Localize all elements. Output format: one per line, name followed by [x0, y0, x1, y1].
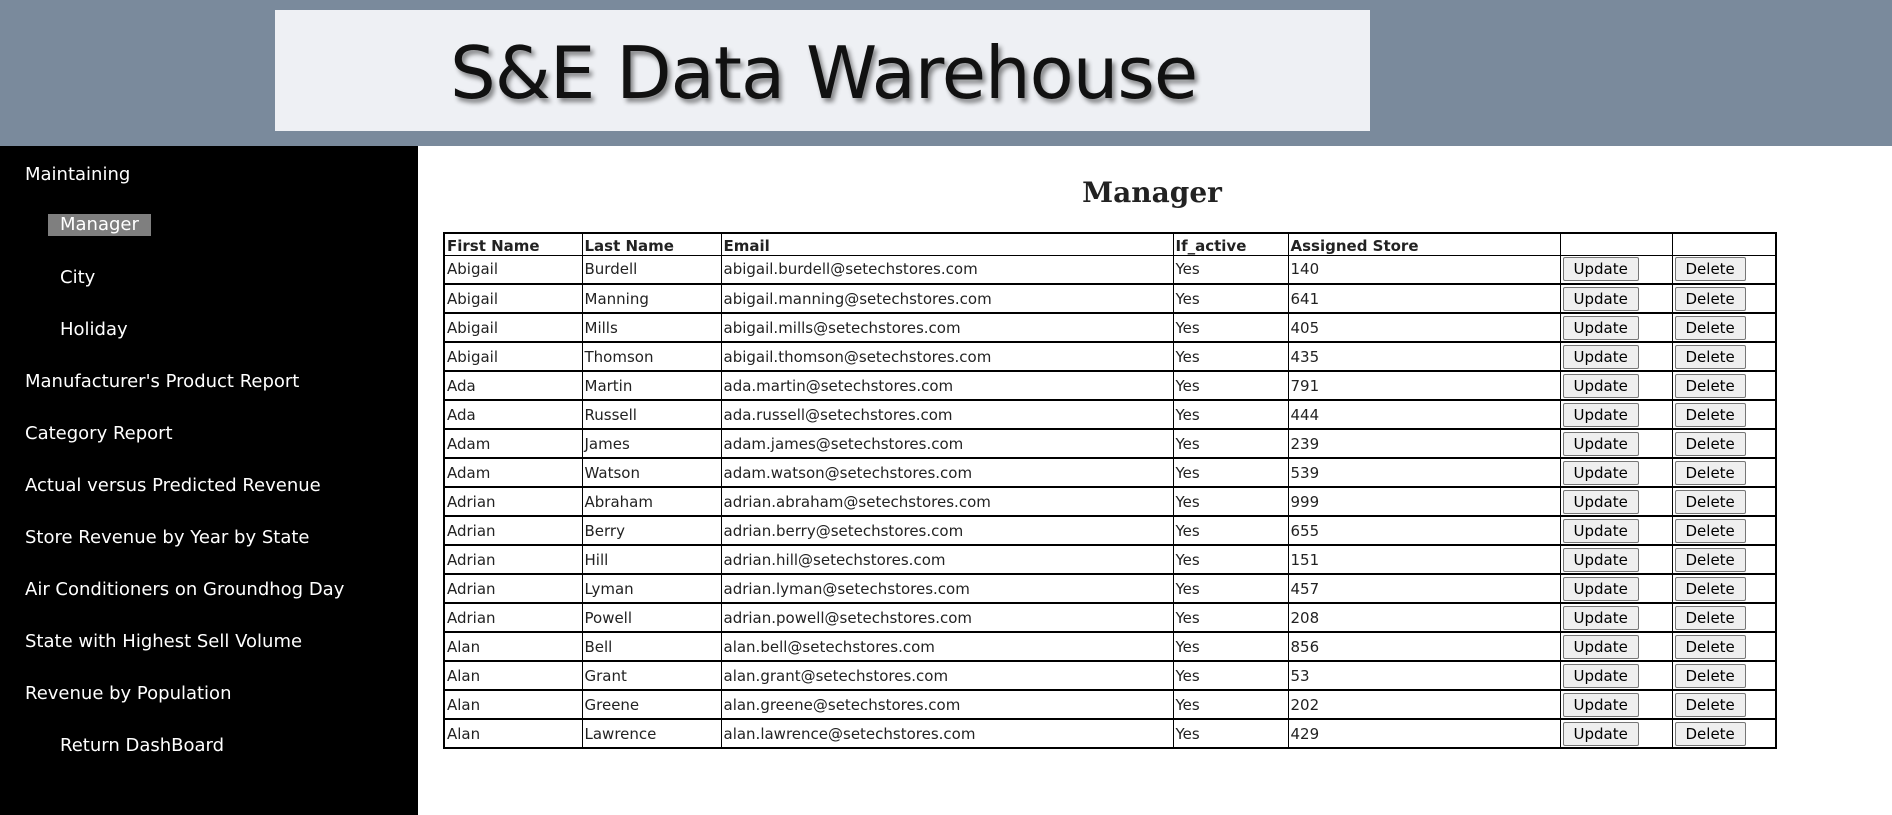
update-button[interactable]: Update [1563, 519, 1639, 543]
email-cell: adrian.hill@setechstores.com [721, 545, 1173, 574]
assigned-store-cell: 429 [1288, 719, 1560, 748]
update-cell [1560, 284, 1672, 313]
delete-cell [1672, 313, 1776, 342]
table-row [444, 690, 1776, 719]
update-button[interactable]: Update [1563, 577, 1639, 601]
assigned-store-cell: 208 [1288, 603, 1560, 632]
update-cell [1560, 574, 1672, 603]
update-cell [1560, 429, 1672, 458]
update-cell [1560, 690, 1672, 719]
table-row [444, 487, 1776, 516]
email-cell: alan.lawrence@setechstores.com [721, 719, 1173, 748]
if-active-cell: Yes [1173, 487, 1288, 516]
delete-cell [1672, 255, 1776, 284]
email-cell: abigail.burdell@setechstores.com [721, 255, 1173, 284]
manager-table [443, 232, 1777, 749]
assigned-store-cell: 655 [1288, 516, 1560, 545]
delete-button[interactable]: Delete [1675, 664, 1746, 688]
banner [275, 10, 1370, 131]
sidebar-item-actual-versus-predicted-revenue[interactable]: Actual versus Predicted Revenue [25, 475, 321, 496]
first-name-cell: Adrian [444, 487, 582, 516]
delete-button[interactable]: Delete [1675, 693, 1746, 717]
sidebar [0, 146, 418, 815]
update-cell [1560, 487, 1672, 516]
if-active-cell: Yes [1173, 400, 1288, 429]
column-header-action-5 [1560, 233, 1672, 255]
delete-button[interactable]: Delete [1675, 287, 1746, 311]
assigned-store-cell: 791 [1288, 371, 1560, 400]
assigned-store-cell: 405 [1288, 313, 1560, 342]
column-header-if-active: If_active [1173, 233, 1288, 255]
table-row [444, 255, 1776, 284]
update-cell [1560, 342, 1672, 371]
column-header-assigned-store: Assigned Store [1288, 233, 1560, 255]
delete-cell [1672, 342, 1776, 371]
delete-cell [1672, 574, 1776, 603]
first-name-cell: Alan [444, 632, 582, 661]
delete-button[interactable]: Delete [1675, 519, 1746, 543]
delete-cell [1672, 516, 1776, 545]
first-name-cell: Alan [444, 719, 582, 748]
last-name-cell: Bell [582, 632, 721, 661]
first-name-cell: Abigail [444, 313, 582, 342]
update-cell [1560, 313, 1672, 342]
delete-button[interactable]: Delete [1675, 722, 1746, 746]
first-name-cell: Adam [444, 458, 582, 487]
last-name-cell: Abraham [582, 487, 721, 516]
update-cell [1560, 661, 1672, 690]
email-cell: alan.grant@setechstores.com [721, 661, 1173, 690]
main-content [418, 146, 1892, 815]
assigned-store-cell: 444 [1288, 400, 1560, 429]
email-cell: ada.martin@setechstores.com [721, 371, 1173, 400]
assigned-store-cell: 457 [1288, 574, 1560, 603]
update-button[interactable]: Update [1563, 257, 1639, 281]
delete-cell [1672, 487, 1776, 516]
first-name-cell: Adrian [444, 545, 582, 574]
delete-cell [1672, 661, 1776, 690]
first-name-cell: Adam [444, 429, 582, 458]
last-name-cell: Burdell [582, 255, 721, 284]
last-name-cell: Watson [582, 458, 721, 487]
update-button[interactable]: Update [1563, 374, 1639, 398]
email-cell: alan.bell@setechstores.com [721, 632, 1173, 661]
update-button[interactable]: Update [1563, 664, 1639, 688]
table-row [444, 429, 1776, 458]
first-name-cell: Abigail [444, 342, 582, 371]
table-row [444, 574, 1776, 603]
update-button[interactable]: Update [1563, 490, 1639, 514]
update-button[interactable]: Update [1563, 432, 1639, 456]
sidebar-item-holiday[interactable]: Holiday [60, 319, 128, 340]
delete-cell [1672, 429, 1776, 458]
last-name-cell: Manning [582, 284, 721, 313]
update-cell [1560, 516, 1672, 545]
last-name-cell: Lawrence [582, 719, 721, 748]
delete-cell [1672, 690, 1776, 719]
if-active-cell: Yes [1173, 255, 1288, 284]
sidebar-item-state-with-highest-sell-volume[interactable]: State with Highest Sell Volume [25, 631, 303, 652]
update-button[interactable]: Update [1563, 316, 1639, 340]
last-name-cell: Grant [582, 661, 721, 690]
assigned-store-cell: 435 [1288, 342, 1560, 371]
page-title: Manager [1082, 176, 1222, 209]
if-active-cell: Yes [1173, 719, 1288, 748]
last-name-cell: Greene [582, 690, 721, 719]
last-name-cell: Powell [582, 603, 721, 632]
sidebar-item-air-conditioners-on-groundhog-day[interactable]: Air Conditioners on Groundhog Day [25, 579, 345, 600]
assigned-store-cell: 856 [1288, 632, 1560, 661]
sidebar-item-return-dashboard[interactable]: Return DashBoard [60, 735, 225, 756]
delete-button[interactable]: Delete [1675, 432, 1746, 456]
delete-button[interactable]: Delete [1675, 257, 1746, 281]
email-cell: abigail.manning@setechstores.com [721, 284, 1173, 313]
delete-button[interactable]: Delete [1675, 461, 1746, 485]
update-cell [1560, 603, 1672, 632]
update-cell [1560, 545, 1672, 574]
assigned-store-cell: 151 [1288, 545, 1560, 574]
delete-cell [1672, 400, 1776, 429]
delete-cell [1672, 719, 1776, 748]
email-cell: adrian.powell@setechstores.com [721, 603, 1173, 632]
update-cell [1560, 255, 1672, 284]
column-header-action-6 [1672, 233, 1776, 255]
table-row [444, 516, 1776, 545]
if-active-cell: Yes [1173, 632, 1288, 661]
assigned-store-cell: 539 [1288, 458, 1560, 487]
if-active-cell: Yes [1173, 603, 1288, 632]
sidebar-item-manufacturer-s-product-report[interactable]: Manufacturer's Product Report [25, 371, 300, 392]
update-button[interactable]: Update [1563, 403, 1639, 427]
update-cell [1560, 719, 1672, 748]
assigned-store-cell: 239 [1288, 429, 1560, 458]
last-name-cell: Martin [582, 371, 721, 400]
last-name-cell: Hill [582, 545, 721, 574]
delete-button[interactable]: Delete [1675, 403, 1746, 427]
first-name-cell: Abigail [444, 284, 582, 313]
sidebar-item-city[interactable]: City [60, 267, 96, 288]
if-active-cell: Yes [1173, 661, 1288, 690]
if-active-cell: Yes [1173, 458, 1288, 487]
table-row [444, 661, 1776, 690]
email-cell: abigail.thomson@setechstores.com [721, 342, 1173, 371]
delete-button[interactable]: Delete [1675, 635, 1746, 659]
first-name-cell: Abigail [444, 255, 582, 284]
email-cell: alan.greene@setechstores.com [721, 690, 1173, 719]
first-name-cell: Ada [444, 371, 582, 400]
update-button[interactable]: Update [1563, 548, 1639, 572]
column-header-last-name: Last Name [582, 233, 721, 255]
last-name-cell: Thomson [582, 342, 721, 371]
table-row [444, 284, 1776, 313]
sidebar-item-revenue-by-population[interactable]: Revenue by Population [25, 683, 232, 704]
table-row [444, 371, 1776, 400]
table-header-row [444, 233, 1776, 255]
email-cell: adrian.lyman@setechstores.com [721, 574, 1173, 603]
email-cell: adrian.berry@setechstores.com [721, 516, 1173, 545]
if-active-cell: Yes [1173, 313, 1288, 342]
last-name-cell: Mills [582, 313, 721, 342]
delete-cell [1672, 371, 1776, 400]
last-name-cell: Berry [582, 516, 721, 545]
sidebar-item-store-revenue-by-year-by-state[interactable]: Store Revenue by Year by State [25, 527, 310, 548]
assigned-store-cell: 202 [1288, 690, 1560, 719]
column-header-email: Email [721, 233, 1173, 255]
if-active-cell: Yes [1173, 574, 1288, 603]
sidebar-item-category-report[interactable]: Category Report [25, 423, 173, 444]
table-row [444, 313, 1776, 342]
table-row [444, 458, 1776, 487]
first-name-cell: Adrian [444, 603, 582, 632]
first-name-cell: Alan [444, 661, 582, 690]
if-active-cell: Yes [1173, 690, 1288, 719]
sidebar-item-manager[interactable]: Manager [48, 214, 151, 236]
email-cell: adam.watson@setechstores.com [721, 458, 1173, 487]
last-name-cell: Lyman [582, 574, 721, 603]
first-name-cell: Adrian [444, 574, 582, 603]
sidebar-item-maintaining[interactable]: Maintaining [25, 164, 131, 185]
assigned-store-cell: 140 [1288, 255, 1560, 284]
banner-title: S&E Data Warehouse [450, 31, 1198, 115]
if-active-cell: Yes [1173, 371, 1288, 400]
header-bar [0, 0, 1892, 146]
delete-button[interactable]: Delete [1675, 316, 1746, 340]
email-cell: adam.james@setechstores.com [721, 429, 1173, 458]
update-cell [1560, 400, 1672, 429]
email-cell: adrian.abraham@setechstores.com [721, 487, 1173, 516]
delete-button[interactable]: Delete [1675, 606, 1746, 630]
delete-cell [1672, 603, 1776, 632]
table-row [444, 400, 1776, 429]
table-row [444, 603, 1776, 632]
table-row [444, 342, 1776, 371]
table-row [444, 545, 1776, 574]
delete-cell [1672, 632, 1776, 661]
column-header-first-name: First Name [444, 233, 582, 255]
delete-cell [1672, 458, 1776, 487]
assigned-store-cell: 999 [1288, 487, 1560, 516]
if-active-cell: Yes [1173, 429, 1288, 458]
update-button[interactable]: Update [1563, 606, 1639, 630]
update-button[interactable]: Update [1563, 461, 1639, 485]
delete-cell [1672, 545, 1776, 574]
assigned-store-cell: 53 [1288, 661, 1560, 690]
if-active-cell: Yes [1173, 516, 1288, 545]
update-button[interactable]: Update [1563, 635, 1639, 659]
email-cell: ada.russell@setechstores.com [721, 400, 1173, 429]
update-cell [1560, 371, 1672, 400]
last-name-cell: Russell [582, 400, 721, 429]
table-row [444, 632, 1776, 661]
first-name-cell: Ada [444, 400, 582, 429]
if-active-cell: Yes [1173, 284, 1288, 313]
if-active-cell: Yes [1173, 342, 1288, 371]
update-button[interactable]: Update [1563, 693, 1639, 717]
delete-button[interactable]: Delete [1675, 577, 1746, 601]
delete-button[interactable]: Delete [1675, 490, 1746, 514]
assigned-store-cell: 641 [1288, 284, 1560, 313]
update-button[interactable]: Update [1563, 287, 1639, 311]
delete-button[interactable]: Delete [1675, 548, 1746, 572]
update-button[interactable]: Update [1563, 345, 1639, 369]
if-active-cell: Yes [1173, 545, 1288, 574]
first-name-cell: Adrian [444, 516, 582, 545]
update-button[interactable]: Update [1563, 722, 1639, 746]
email-cell: abigail.mills@setechstores.com [721, 313, 1173, 342]
delete-button[interactable]: Delete [1675, 345, 1746, 369]
update-cell [1560, 458, 1672, 487]
last-name-cell: James [582, 429, 721, 458]
table-row [444, 719, 1776, 748]
update-cell [1560, 632, 1672, 661]
delete-cell [1672, 284, 1776, 313]
first-name-cell: Alan [444, 690, 582, 719]
delete-button[interactable]: Delete [1675, 374, 1746, 398]
